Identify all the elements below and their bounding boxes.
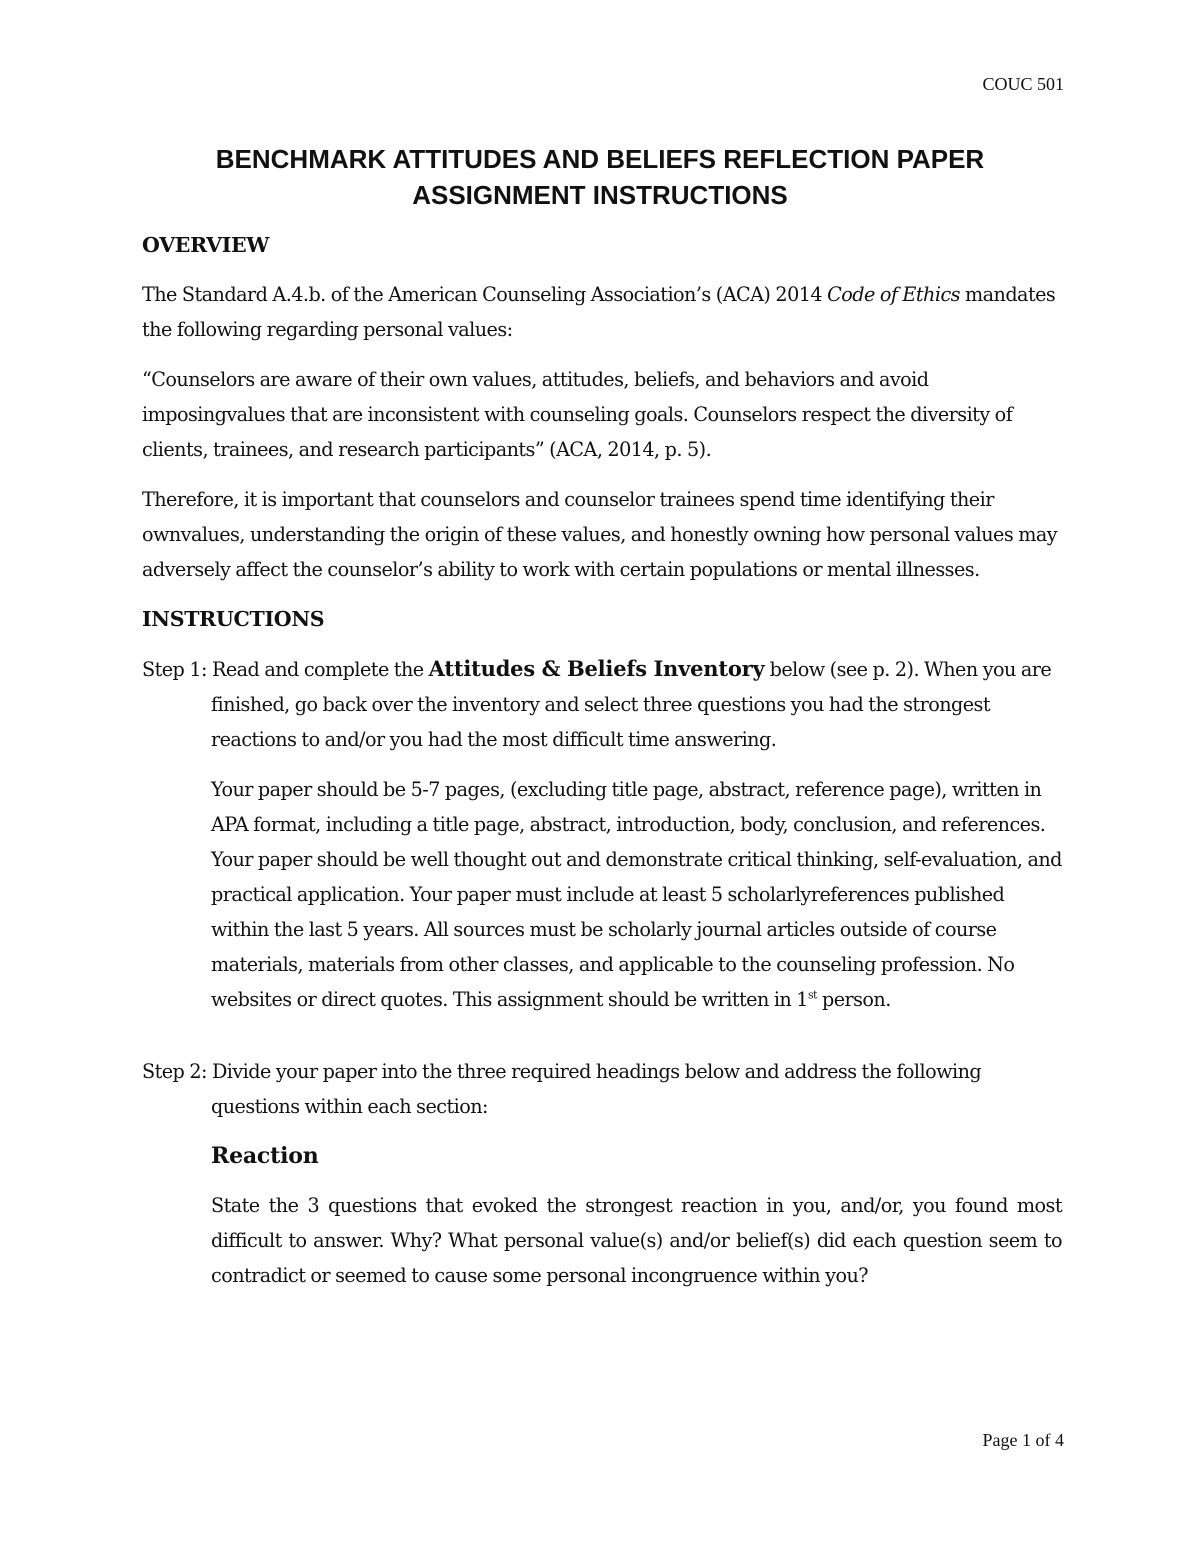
step-1-label: Step 1: xyxy=(142,658,212,681)
paper-requirements-text: Your paper should be 5-7 pages, (excluding title page, abstract, reference page), written in APA format, including a title page, abstract, introduction, body, conclusion, and references. Your paper should be well thought out and demonstrate critical thinking, self-evaluation, and practical application. Your paper must include at least 5 scholarlyreferences published within the last 5 years. All sources must be scholarly journal articles outside of course materials, materials from other classes, and applicable to the counseling profession. No websites or direct quotes. This assignment should be written in 1 xyxy=(211,778,1062,1011)
title-line-2: ASSIGNMENT INSTRUCTIONS xyxy=(412,180,788,210)
document-title xyxy=(140,141,1060,213)
overview-heading: OVERVIEW xyxy=(142,233,270,257)
step-1-text: Read and complete the xyxy=(211,658,429,681)
overview-p1-text: The Standard A.4.b. of the American Counseling Association’s (ACA) 2014 xyxy=(142,283,828,306)
overview-p1-text-end: mandates the following regarding personal values: xyxy=(142,283,1056,341)
step-1-text-end: below (see p. 2). When you are finished, go back over the inventory and select three questions you had the strongest reactions to and/or you had the most difficult time answering. xyxy=(211,658,1052,751)
step-2 xyxy=(142,1054,1062,1124)
aca-quote: “Counselors are aware of their own values, attitudes, beliefs, and behaviors and avoid imposingvalues that are inconsistent with counseling goals. Counselors respect the diversity of clients, trainees, and research participants” (ACA, 2014, p. 5). xyxy=(142,368,1013,461)
step-1 xyxy=(142,651,1062,757)
overview-paragraph-1 xyxy=(142,277,1062,347)
instructions-heading: INSTRUCTIONS xyxy=(142,607,325,631)
overview-paragraph-3: Therefore, it is important that counselors and counselor trainees spend time identifying their ownvalues, understanding the origin of these values, and honestly owning how personal values may adversely affect the counselor’s ability to work with certain populations or mental illnesses. xyxy=(142,488,1058,581)
ordinal-suffix: st xyxy=(807,988,817,1002)
step-2-text: Divide your paper into the three required headings below and address the following questions within each section: xyxy=(211,1060,982,1118)
reaction-text: State the 3 questions that evoked the strongest reaction in you, and/or, you found most difficult to answer. Why? What personal value(s) and/or belief(s) did each question seem to contradict or seemed to cause some personal incongruence within you? xyxy=(211,1194,1062,1287)
paper-requirements xyxy=(142,772,1062,1017)
document-body xyxy=(142,228,1062,1308)
page-number: Page 1 of 4 xyxy=(982,1430,1064,1450)
reaction-heading: Reaction xyxy=(211,1143,319,1169)
course-code: COUC 501 xyxy=(982,74,1064,94)
code-of-ethics-title: Code of Ethics xyxy=(827,283,960,306)
paper-requirements-end: person. xyxy=(816,988,891,1011)
step-2-label: Step 2: xyxy=(142,1060,212,1083)
title-line-1: BENCHMARK ATTITUDES AND BELIEFS REFLECTION PAPER xyxy=(215,144,985,174)
inventory-title: Attitudes & Beliefs Inventory xyxy=(428,656,765,681)
